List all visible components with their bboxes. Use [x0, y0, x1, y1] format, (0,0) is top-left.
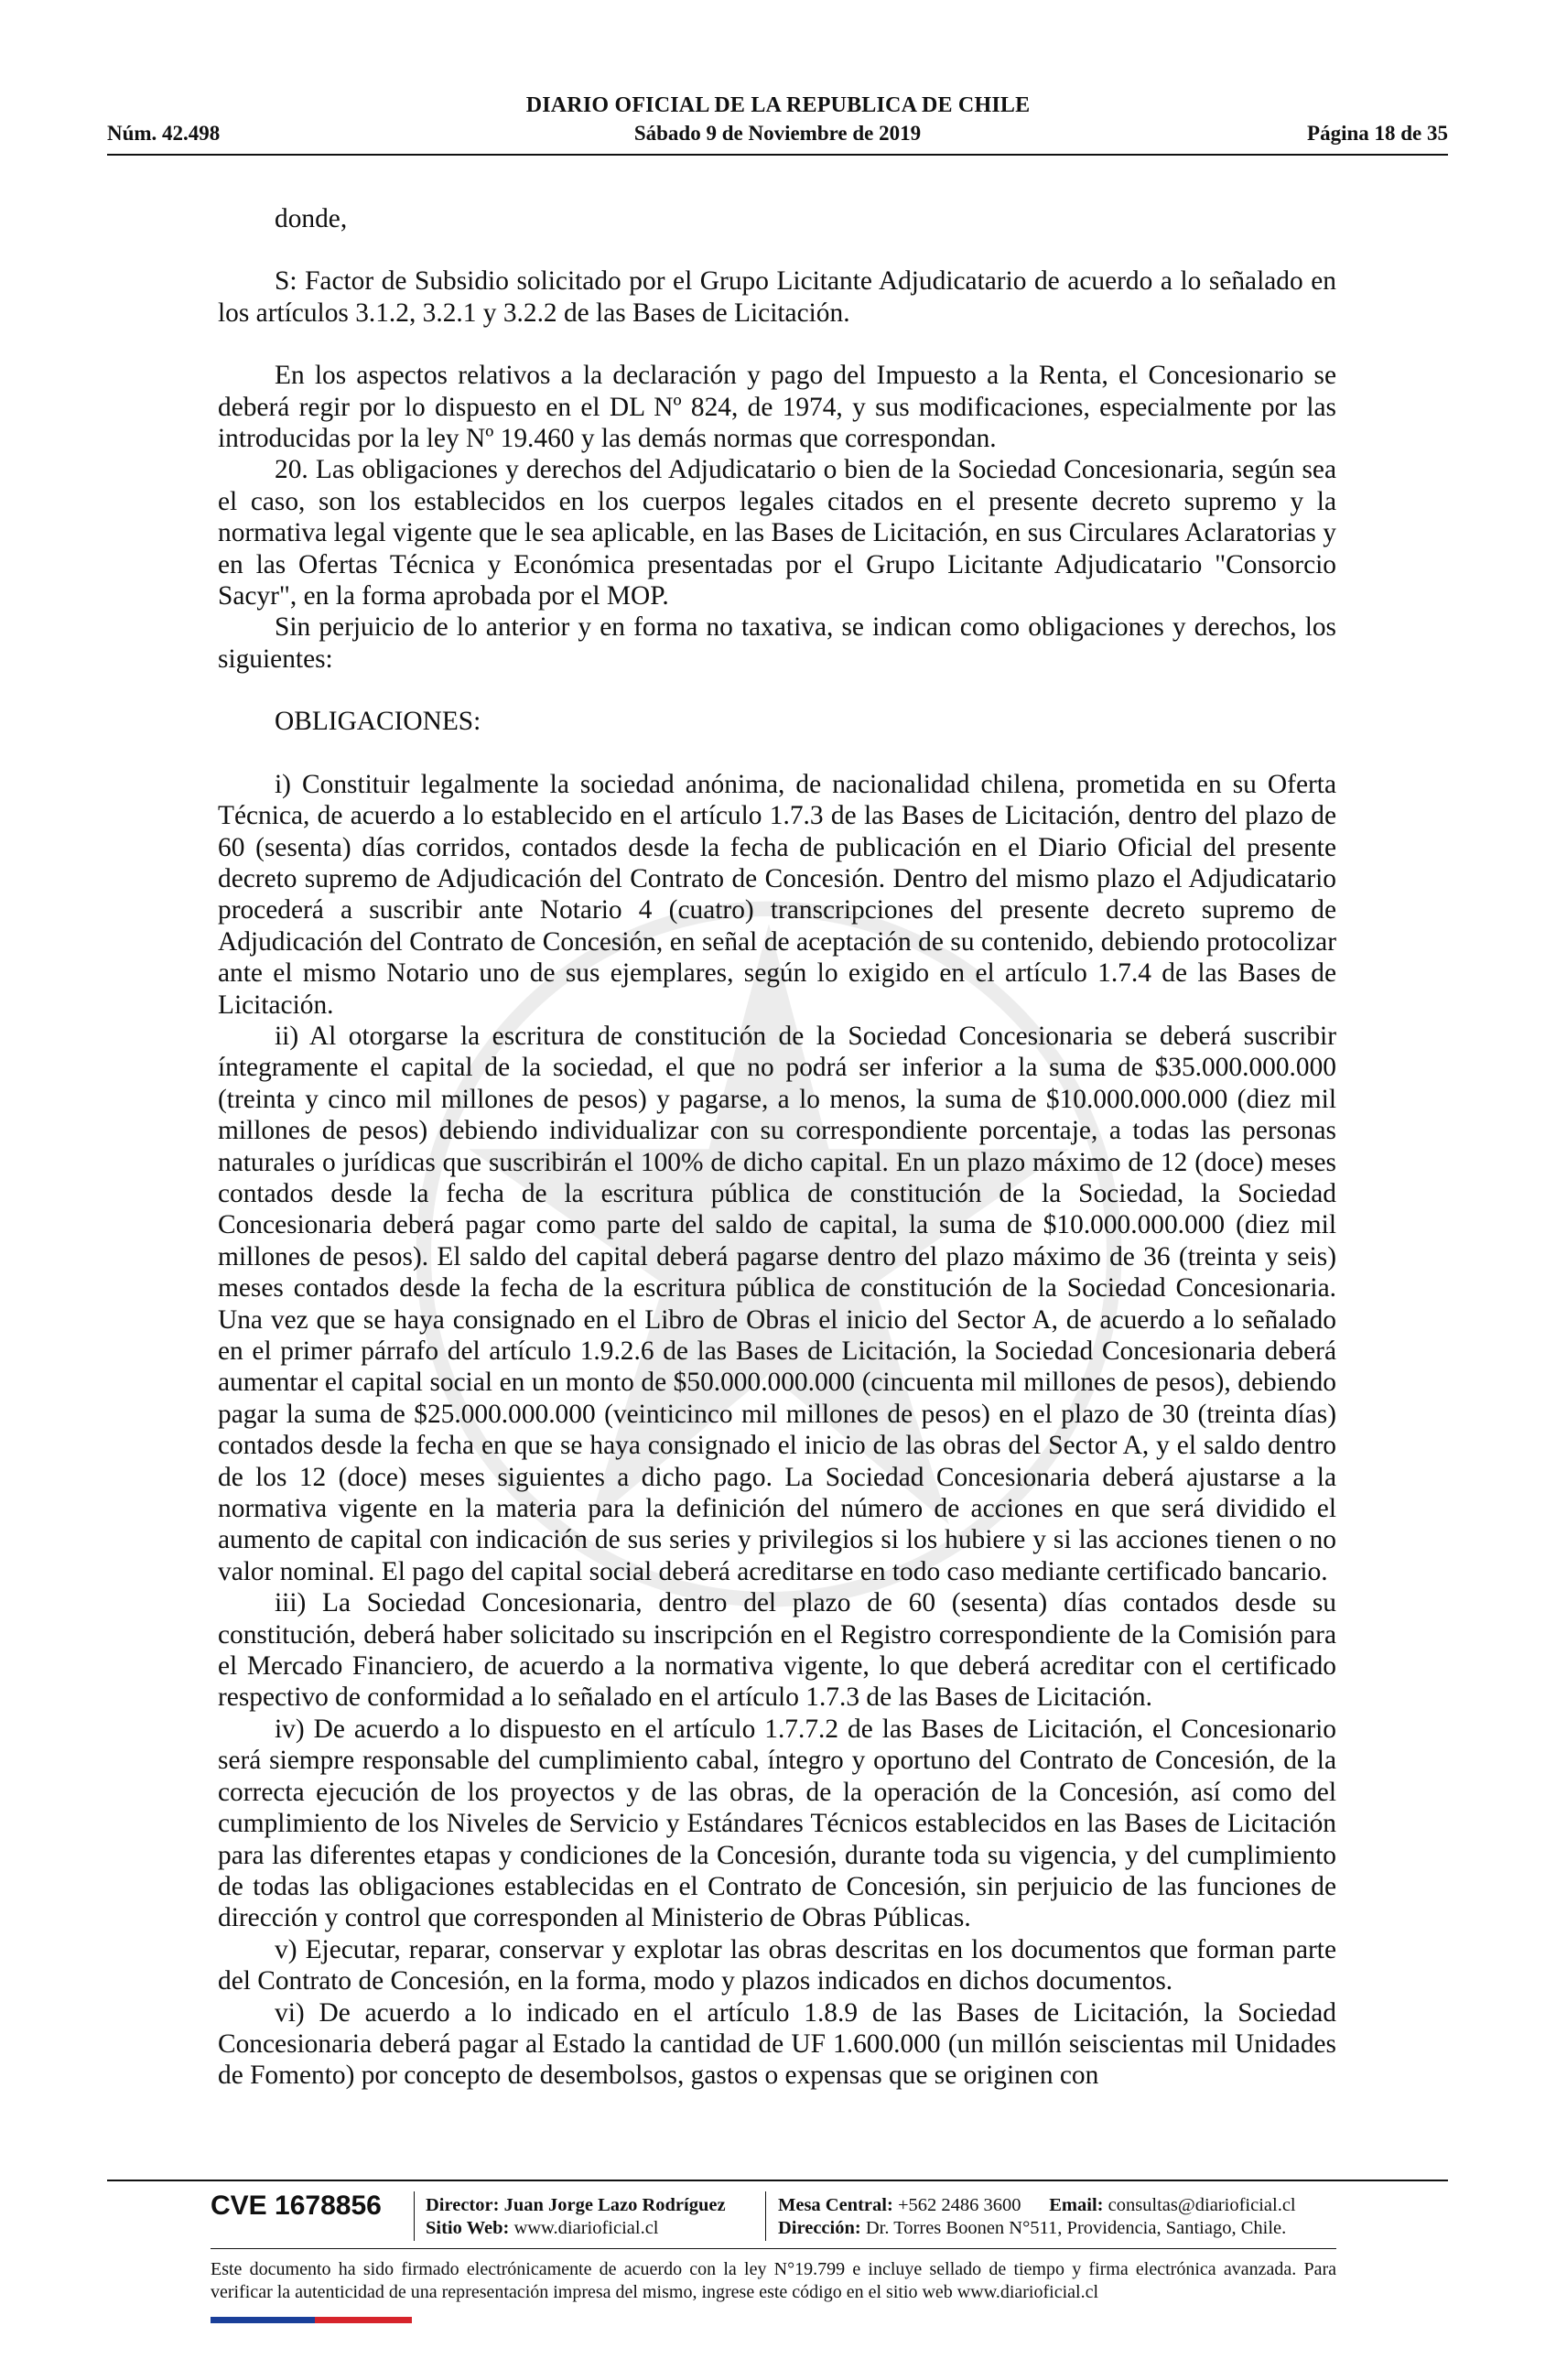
- flag-red-segment: [315, 2317, 412, 2323]
- paragraph-article-20: 20. Las obligaciones y derechos del Adjudicatario o bien de la Sociedad Concesionaria, según sea el caso, son los establecidos en los cuerpos legales citados en el presente decreto supremo y la normativa legal vigente que le sea aplicable, en las Bases de Licitación, en sus Circulares Aclaratorias y en las Ofertas Técnica y Económica presentadas por el Grupo Licitante Adjudicatario "Consorcio Sacyr", en la forma aprobada por el MOP.: [218, 455, 1336, 611]
- obligation-ii: ii) Al otorgarse la escritura de constitución de la Sociedad Concesionaria se deberá suscribir íntegramente el capital de la sociedad, el que no podrá ser inferior a la suma de $35.000.000.000 (treinta y cinco mil millones de pesos) y pagarse, a lo menos, la suma de $10.000.000.000 (diez mil millones de pesos) debiendo individualizar con su correspondiente porcentaje, a todas las personas naturales o jurídicas que suscribirán el 100% de dicho capital. En un plazo máximo de 12 (doce) meses contados desde la fecha de la escritura pública de constitución de la Sociedad, la Sociedad Concesionaria deberá pagar como parte del saldo de capital, la suma de $10.000.000.000 (diez mil millones de pesos). El saldo del capital deberá pagarse dentro del plazo máximo de 36 (treinta y seis) meses contados desde la fecha de la escritura pública de constitución de la Sociedad Concesionaria. Una vez que se haya consignado en el Libro de Obras el inicio del Sector A, de acuerdo a lo señalado en el primer párrafo del artículo 1.9.2.6 de las Bases de Licitación, la Sociedad Concesionaria deberá aumentar el capital social en un monto de $50.000.000.000 (cincuenta mil millones de pesos), debiendo pagar la suma de $25.000.000.000 (veinticinco mil millones de pesos) en el plazo de 30 (treinta días) contados desde la fecha en que se haya consignado el inicio de las obras del Sector A, y el saldo dentro de los 12 (doce) meses siguientes a dicho pago. La Sociedad Concesionaria deberá ajustarse a la normativa vigente en la materia para la definición del número de acciones en que será dividido el aumento de capital con indicación de sus series y privilegios si los hubiere y si las acciones tienen o no valor nominal. El pago del capital social deberá acreditarse en todo caso mediante certificado bancario.: [218, 1021, 1336, 1586]
- director-name: Juan Jorge Lazo Rodríguez: [503, 2195, 726, 2215]
- website-link[interactable]: www.diarioficial.cl: [513, 2218, 659, 2238]
- footer-separator: [765, 2191, 766, 2241]
- footer-separator: [414, 2191, 415, 2241]
- header-divider: [107, 154, 1448, 156]
- electronic-signature-notice: Este documento ha sido firmado electrónicamente de acuerdo con la ley N°19.799 e incluye sellado de tiempo y firma electrónica avanzada. Para verificar la autenticidad de una representación impresa del mismo, ingrese este código en el sitio web www.diarioficial.cl: [211, 2259, 1336, 2302]
- phone-value: +562 2486 3600: [897, 2195, 1021, 2215]
- cve-code: CVE 1678856: [211, 2191, 382, 2221]
- website-label: Sitio Web:: [426, 2218, 510, 2238]
- director-label: Director:: [426, 2195, 500, 2215]
- page-number: Página 18 de 35: [1307, 122, 1448, 145]
- flag-blue-segment: [211, 2317, 315, 2323]
- chile-flag-stripe: [211, 2317, 412, 2323]
- newspaper-title: DIARIO OFICIAL DE LA REPUBLICA DE CHILE: [525, 93, 1031, 117]
- header-row: [107, 122, 1448, 149]
- obligation-vi: vi) De acuerdo a lo indicado en el artículo 1.8.9 de las Bases de Licitación, la Sociedad Concesionaria deberá pagar al Estado la cantidad de UF 1.600.000 (un millón seiscientas mil Unidades de Fomento) por concepto de desembolsos, gastos o expensas que se originen con: [218, 1997, 1336, 2091]
- issue-date: Sábado 9 de Noviembre de 2019: [633, 122, 922, 145]
- obligation-iv: iv) De acuerdo a lo dispuesto en el artículo 1.7.7.2 de las Bases de Licitación, el Concesionario será siempre responsable del cumplimiento cabal, íntegro y oportuno del Contrato de Concesión, de la correcta ejecución de los proyectos y de las obras, de la operación de la Concesión, así como del cumplimiento de los Niveles de Servicio y Estándares Técnicos establecidos en las Bases de Licitación para las diferentes etapas y condiciones de la Concesión, durante toda su vigencia, y del cumplimiento de todas las obligaciones establecidas en el Contrato de Concesión, sin perjuicio de las funciones de dirección y control que corresponden al Ministerio de Obras Públicas.: [218, 1714, 1336, 1933]
- section-heading-obligations: OBLIGACIONES:: [275, 707, 481, 737]
- footer-divider-bottom: [211, 2248, 1336, 2249]
- paragraph-donde: donde,: [275, 204, 348, 233]
- email-link[interactable]: consultas@diarioficial.cl: [1108, 2195, 1296, 2215]
- document-body: [218, 203, 1336, 2092]
- address-label: Dirección:: [778, 2218, 861, 2238]
- issue-number: Núm. 42.498: [107, 122, 221, 145]
- footer-contact-block: [778, 2194, 1296, 2240]
- footer-director-block: [426, 2194, 726, 2240]
- footer-divider-top: [107, 2180, 1448, 2181]
- paragraph-without-prejudice: Sin perjuicio de lo anterior y en forma no taxativa, se indican como obligaciones y derechos, los siguientes:: [218, 612, 1336, 674]
- obligation-i: i) Constituir legalmente la sociedad anónima, de nacionalidad chilena, prometida en su Oferta Técnica, de acuerdo a lo establecido en el artículo 1.7.3 de las Bases de Licitación, dentro del plazo de 60 (sesenta) días corridos, contados desde la fecha de publicación en el Diario Oficial del presente decreto supremo de Adjudicación del Contrato de Concesión. Dentro del mismo plazo el Adjudicatario procederá a suscribir ante Notario 4 (cuatro) transcripciones del presente decreto supremo de Adjudicación del Contrato de Concesión, en señal de aceptación de su contenido, debiendo protocolizar ante el mismo Notario uno de sus ejemplares, según lo exigido en el artículo 1.7.4 de las Bases de Licitación.: [218, 769, 1336, 1020]
- obligation-v: v) Ejecutar, reparar, conservar y explotar las obras descritas en los documentos que forman parte del Contrato de Concesión, en la forma, modo y plazos indicados en dichos documentos.: [218, 1934, 1336, 1996]
- address-value: Dr. Torres Boonen N°511, Providencia, Santiago, Chile.: [865, 2218, 1287, 2238]
- paragraph-subsidy-factor: S: Factor de Subsidio solicitado por el Grupo Licitante Adjudicatario de acuerdo a lo señalado en los artículos 3.1.2, 3.2.1 y 3.2.2 de las Bases de Licitación.: [218, 266, 1336, 328]
- phone-label: Mesa Central:: [778, 2195, 893, 2215]
- email-label: Email:: [1049, 2195, 1104, 2215]
- obligation-iii: iii) La Sociedad Concesionaria, dentro del plazo de 60 (sesenta) días contados desde su constitución, deberá haber solicitado su inscripción en el Registro correspondiente de la Comisión para el Mercado Financiero, de acuerdo a la normativa vigente, lo que deberá acreditar con el certificado respectivo de conformidad a lo señalado en el artículo 1.7.3 de las Bases de Licitación.: [218, 1588, 1336, 1713]
- paragraph-income-tax: En los aspectos relativos a la declaración y pago del Impuesto a la Renta, el Concesionario se deberá regir por lo dispuesto en el DL Nº 824, de 1974, y sus modificaciones, especialmente por las introducidas por la ley Nº 19.460 y las demás normas que correspondan.: [218, 361, 1336, 454]
